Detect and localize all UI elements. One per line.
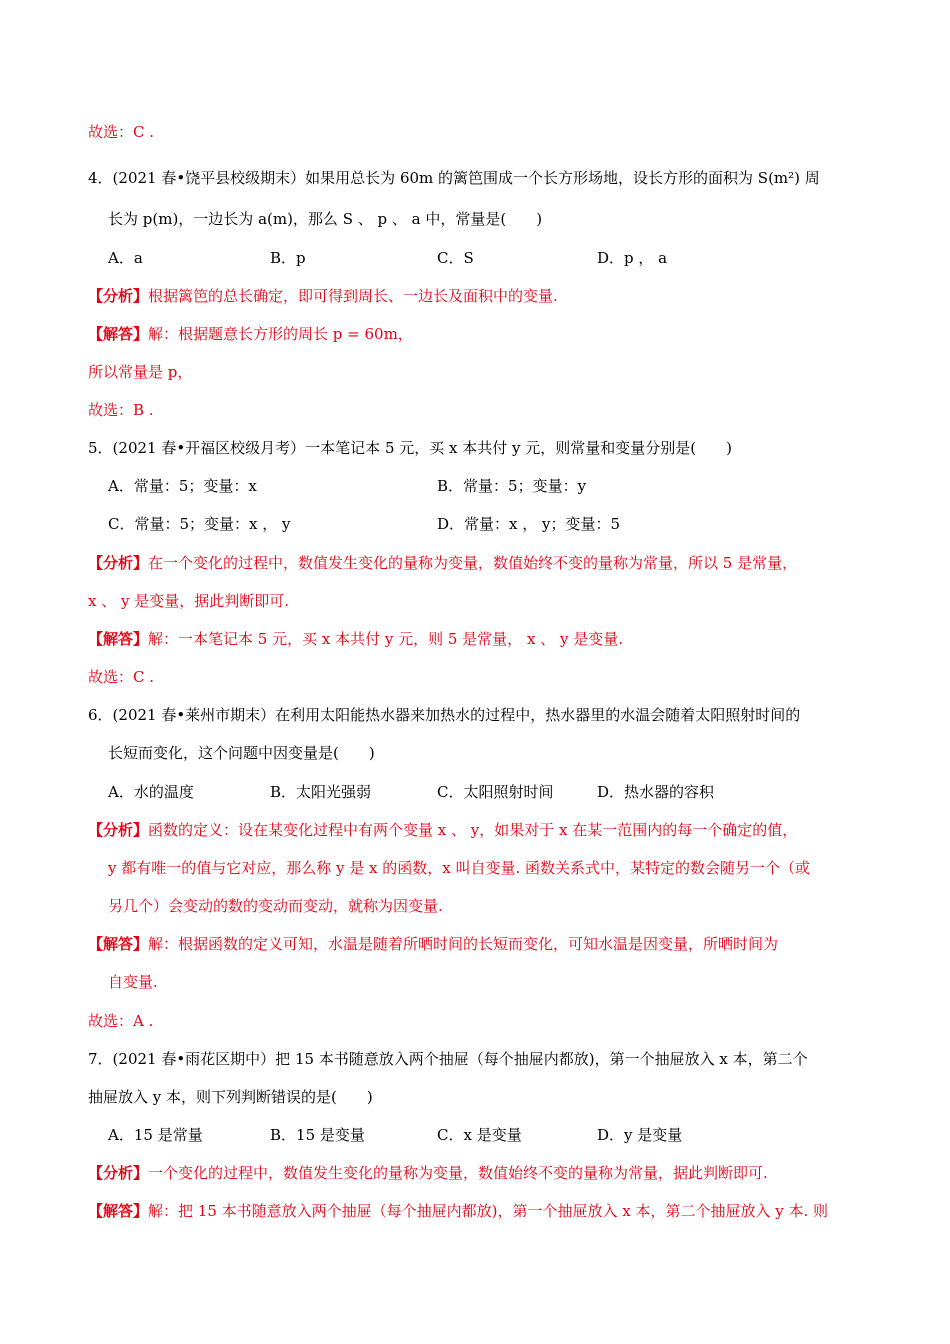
q4-analysis xyxy=(88,286,558,306)
q6-analysis-text: 函数的定义：设在某变化过程中有两个变量 x 、 y，如果对于 x 在某一范围内的每一个确定的值， xyxy=(148,821,798,839)
q7-stem-line1: 7．(2021 春•雨花区期中）把 15 本书随意放入两个抽屉（每个抽屉内都放)，第一个抽屉放入 x 本，第二个 xyxy=(88,1050,808,1068)
q7-analysis-tag: 【分析】 xyxy=(88,1164,149,1182)
q6-solution xyxy=(88,934,778,954)
q6-option-b: B．太阳光强弱 xyxy=(270,783,372,801)
q6-stem-line1: 6．(2021 春•莱州市期末）在利用太阳能热水器来加热水的过程中，热水器里的水温会随着太阳照射时间的 xyxy=(88,706,801,724)
q6-option-a: A．水的温度 xyxy=(108,783,194,801)
q4-stem-line2: 长为 p(m)，一边长为 a(m)，那么 S 、 p 、 a 中，常量是( ) xyxy=(108,210,543,228)
q4-analysis-text: 根据篱笆的总长确定，即可得到周长、一边长及面积中的变量. xyxy=(148,287,558,305)
q5-analysis-text: 在一个变化的过程中，数值发生变化的量称为变量，数值始终不变的量称为常量，所以 5 是常量， xyxy=(148,554,798,572)
q5-solution xyxy=(88,629,623,649)
q6-analysis-line3: 另几个）会变动的数的变动而变动，就称为因变量. xyxy=(108,897,443,915)
q5-analysis-line2: x 、 y 是变量，据此判断即可. xyxy=(88,592,290,610)
q4-solution-tag: 【解答】 xyxy=(88,325,149,343)
q5-option-a: A．常量：5；变量：x xyxy=(108,477,257,495)
q4-option-c: C．S xyxy=(437,249,474,267)
q5-analysis xyxy=(88,553,797,573)
q7-analysis xyxy=(88,1163,768,1183)
q6-solution-text: 解：根据函数的定义可知，水温是随着所晒时间的长短而变化，可知水温是因变量，所晒时间为 xyxy=(148,935,779,953)
q6-answer: 故选：A . xyxy=(88,1012,154,1030)
q7-option-c: C．x 是变量 xyxy=(437,1126,522,1144)
q6-analysis-tag: 【分析】 xyxy=(88,821,149,839)
q7-stem-line2: 抽屉放入 y 本，则下列判断错误的是( ) xyxy=(88,1088,373,1106)
q3-answer: 故选：C . xyxy=(88,123,155,141)
q5-solution-text: 解：一本笔记本 5 元，买 x 本共付 y 元，则 5 是常量， x 、 y 是变量. xyxy=(148,630,623,648)
q5-solution-tag: 【解答】 xyxy=(88,630,149,648)
q7-option-b: B．15 是变量 xyxy=(270,1126,365,1144)
q6-option-c: C．太阳照射时间 xyxy=(437,783,554,801)
q4-solution-line2: 所以常量是 p， xyxy=(88,363,193,381)
q6-stem-line2: 长短而变化，这个问题中因变量是( ) xyxy=(108,744,375,762)
q5-option-d: D．常量：x ， y；变量：5 xyxy=(437,515,621,533)
q5-answer: 故选：C . xyxy=(88,668,155,686)
q4-answer: 故选：B . xyxy=(88,401,154,419)
q6-solution-tag: 【解答】 xyxy=(88,935,149,953)
q4-solution-text: 解：根据题意长方形的周长 p = 60m， xyxy=(148,325,413,343)
q6-solution-line2: 自变量. xyxy=(108,973,158,991)
q7-solution-text: 解：把 15 本书随意放入两个抽屉（每个抽屉内都放)，第一个抽屉放入 x 本，第二个抽屉放入 y 本. 则 xyxy=(148,1202,829,1220)
q4-stem-line1: 4．(2021 春•饶平县校级期末）如果用总长为 60m 的篱笆围成一个长方形场地，设长方形的面积为 S(m²) 周 xyxy=(88,169,820,187)
q7-analysis-text: 一个变化的过程中，数值发生变化的量称为变量，数值始终不变的量称为常量，据此判断即可. xyxy=(148,1164,768,1182)
q6-option-d: D．热水器的容积 xyxy=(597,783,715,801)
q5-stem: 5．(2021 春•开福区校级月考）一本笔记本 5 元，买 x 本共付 y 元，则常量和变量分别是( ) xyxy=(88,439,732,457)
q7-solution xyxy=(88,1201,828,1221)
q4-solution xyxy=(88,324,413,344)
q5-analysis-tag: 【分析】 xyxy=(88,554,149,572)
q6-analysis-line2: y 都有唯一的值与它对应，那么称 y 是 x 的函数，x 叫自变量. 函数关系式中，某特定的数会随另一个（或 xyxy=(108,859,811,877)
q5-option-b: B．常量：5；变量：y xyxy=(437,477,587,495)
q7-option-d: D．y 是变量 xyxy=(597,1126,683,1144)
q4-analysis-tag: 【分析】 xyxy=(88,287,149,305)
q5-option-c: C．常量：5；变量：x ， y xyxy=(108,515,291,533)
q7-option-a: A．15 是常量 xyxy=(108,1126,203,1144)
q7-solution-tag: 【解答】 xyxy=(88,1202,149,1220)
q4-option-d: D．p ， a xyxy=(597,249,668,267)
q4-option-b: B．p xyxy=(270,249,306,267)
q6-analysis xyxy=(88,820,797,840)
q4-option-a: A．a xyxy=(108,249,143,267)
